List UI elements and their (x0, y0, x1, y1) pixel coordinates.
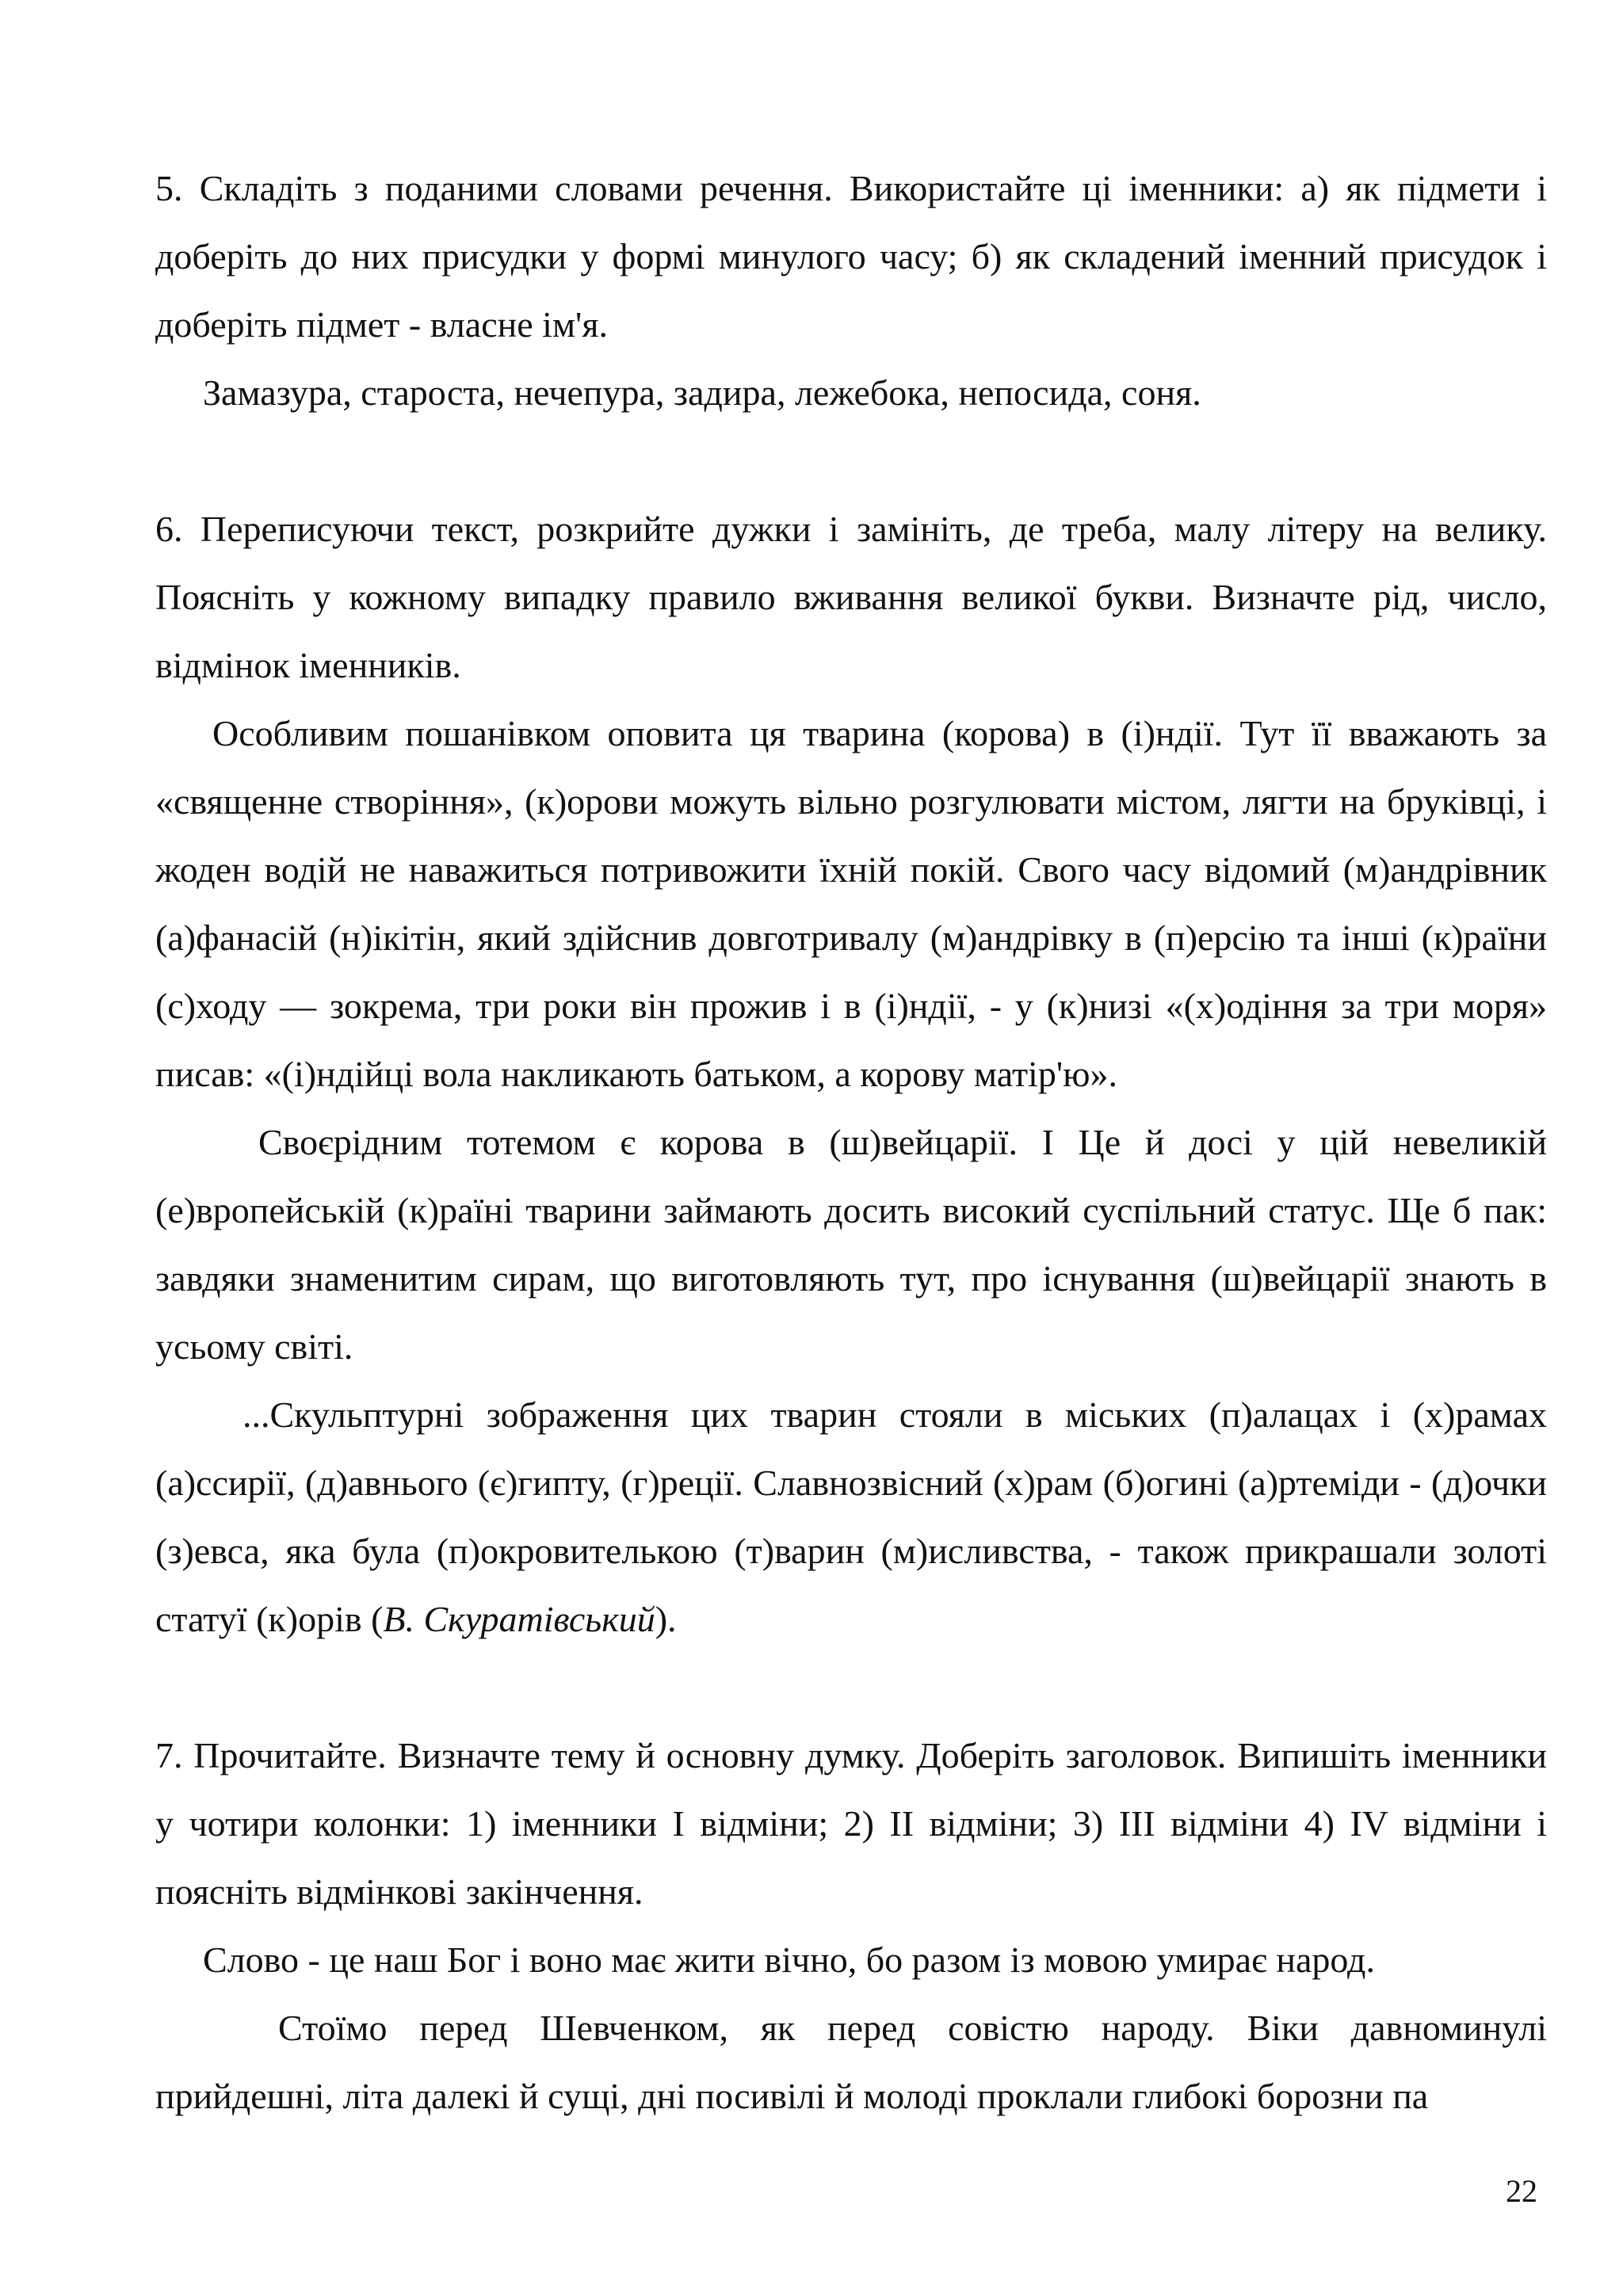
exercise-6-task: 6. Переписуючи текст, розкрийте дужки і замініть, де треба, малу літеру на велику. Поясніть у кожному випадку правило вживання великої букви. Визначте рід, число, відмінок іменників. (155, 509, 1547, 685)
exercise-6-paragraph-2: Своєрідним тотемом є корова в (ш)вейцарії. І Це й досі у цій невеликій (е)вропейській (к)раїні тварини займають досить високий суспільний статус. Ще б пак: завдяки знаменитим сирам, що виготовляють тут, про існування (ш)вейцарії знають в усьому світі. (155, 1122, 1547, 1367)
section-gap (155, 427, 1547, 495)
page-content (155, 154, 1547, 2130)
exercise-6-paragraph-3-text: ...Скульптурні зображення цих тварин стояли в міських (п)алацах і (х)рамах (а)ссирії, (д)авнього (є)гипту, (г)реції. Славнозвісний (х)рам (б)огині (а)ртеміди - (д)очки (з)евса, яка була (п)окровителькою (т)варин (м)исливства, - також прикрашали золоті статуї (к)орів ( (155, 1394, 1547, 1639)
exercise-5-words: Замазура, староста, нечепура, задира, лежебока, непосида, соня. (203, 372, 1201, 413)
exercise-5-task: 5. Складіть з поданими словами речення. Використайте ці іменники: а) як підмети і доберіть до них присудки у формі минулого часу; б) як складений іменний присудок і доберіть підмет - власне ім'я. (155, 168, 1547, 345)
exercise-7-task: 7. Прочитайте. Визначте тему й основну думку. Доберіть заголовок. Випишіть іменники у чотири колонки: 1) іменники I відміни; 2) II відміни; 3) III відміни 4) IV відміни і поясніть відмінкові закінчення. (155, 1735, 1547, 1912)
section-gap (155, 1653, 1547, 1722)
exercise-7-paragraph-1: Слово - це наш Бог і воно має жити вічно, бо разом із мовою умирає народ. (203, 1939, 1375, 1980)
author-citation: В. Скуратівський (383, 1599, 655, 1639)
exercise-6-paragraph-3 (155, 1381, 1547, 1653)
exercise-6-paragraph-3-end: ). (655, 1599, 677, 1639)
exercise-6-paragraph-1: Особливим пошанівком оповита ця тварина (корова) в (і)ндії. Тут її вважають за «священне створіння», (к)орови можуть вільно розгулювати містом, лягти на бруківці, і жоден водій не наважиться потривожити їхній покій. Свого часу відомий (м)андрівник (а)фанасій (н)ікітін, який здійснив довготривалу (м)андрівку в (п)ерсію та інші (к)раїни (с)ходу — зокрема, три роки він прожив і в (і)ндії, - у (к)низі «(х)одіння за три моря» писав: «(і)ндійці вола накликають батьком, а корову матір'ю». (155, 713, 1547, 1094)
exercise-7-paragraph-2: Стоїмо перед Шевченком, як перед совістю народу. Віки давноминулі прийдешні, літа далекі й сущі, дні посивілі й молоді проклали глибокі борозни па (155, 2008, 1547, 2116)
exercise-5 (155, 154, 1547, 427)
page-number: 22 (1506, 2173, 1537, 2209)
exercise-6 (155, 495, 1547, 1653)
exercise-7 (155, 1722, 1547, 2130)
